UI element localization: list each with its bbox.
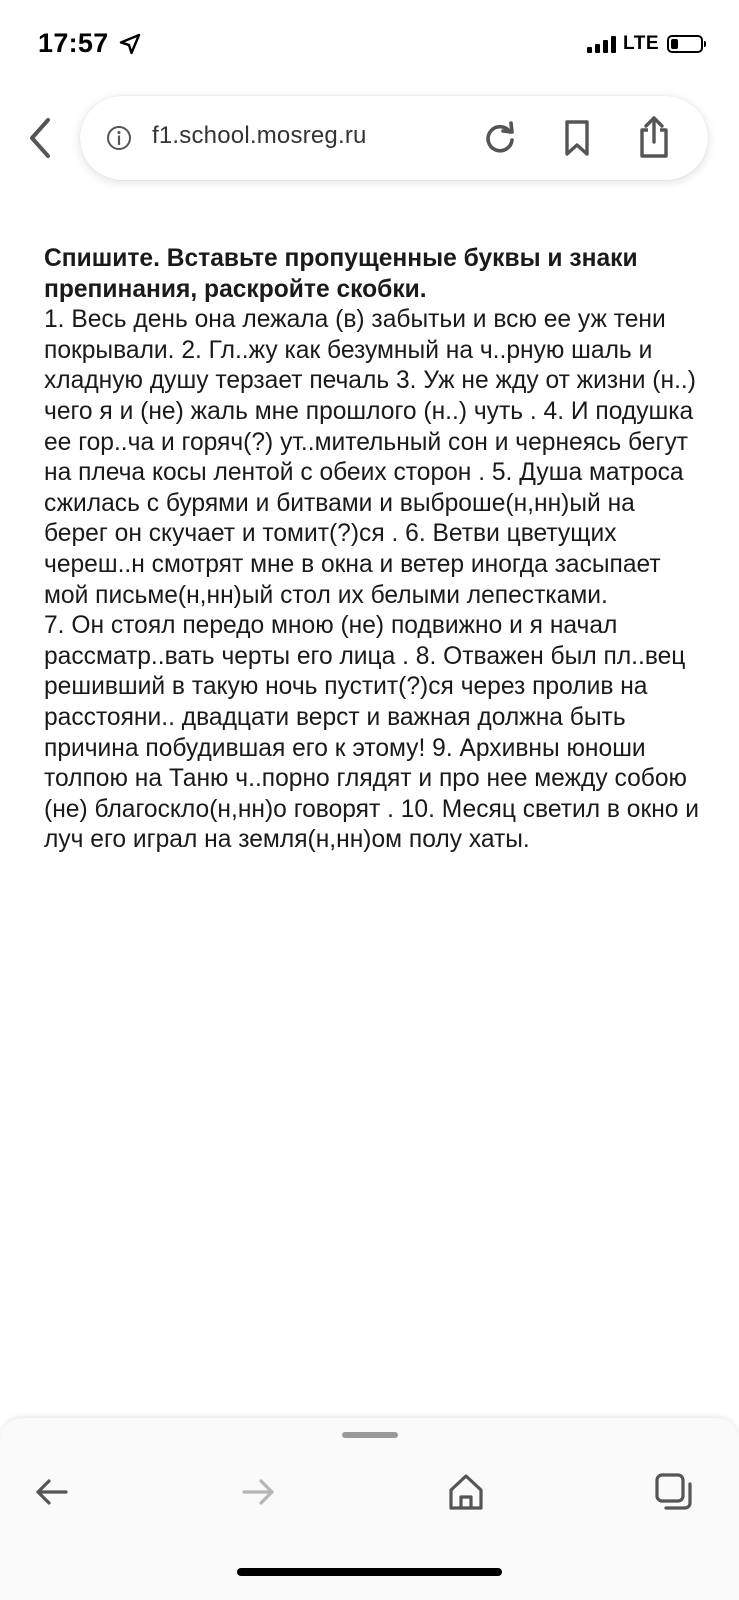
tabs-icon[interactable] [652, 1470, 696, 1514]
drag-handle[interactable] [342, 1432, 398, 1438]
share-icon[interactable] [636, 114, 672, 160]
info-icon[interactable] [106, 125, 132, 151]
network-label: LTE [623, 33, 659, 54]
status-bar [0, 0, 739, 92]
task-paragraph: 1. Весь день она лежала (в) забытьи и всю ее уж тени покрывали. 2. Гл..жу как безумный на ч..рную шаль и хладную душу терзает печаль 3. Уж не жду от жизни (н..) чего я и (не) жаль мне прошлого (н..) чуть . 4. И подушка ее гор..ча и горяч(?) ут..мительный сон и чернеясь бегут на плеча косы лентой с обеих сторон . 5. Душа матроса сжилась с бурями и битвами и выброше(н,нн)ый на берег он скучает и томит(?)ся . 6. Ветви цветущих череш..н смотрят мне в окна и ветер иногда засыпает мой письме(н,нн)ый стол их белыми лепестками. [44, 306, 696, 609]
url-text[interactable]: f1.school.mosreg.ru [152, 122, 367, 149]
location-arrow-icon [118, 32, 142, 56]
back-chevron-icon[interactable] [22, 114, 58, 162]
reload-icon[interactable] [482, 118, 518, 158]
status-time: 17:57 [38, 28, 109, 58]
bookmark-icon[interactable] [560, 118, 594, 158]
task-paragraph: 7. Он стоял передо мною (не) подвижно и я начал рассматр..вать черты его лица . 8. Отважен был пл..вец решивший в такую ночь пустит(?)ся через пролив на расстояни.. двадцати верст и важная должна быть причина побудившая его к этому! 9. Архивны юноши толпою на Таню ч..порно глядят и про нее между собою (не) благоскло(н,нн)о говорят . 10. Месяц светил в окно и луч его играл на земля(н,нн)ом полу хаты. [44, 612, 700, 854]
home-indicator [237, 1568, 502, 1576]
status-indicators [587, 33, 703, 55]
battery-icon [667, 35, 703, 53]
back-arrow-icon[interactable] [30, 1470, 74, 1514]
task-content [44, 244, 704, 856]
signal-icon [587, 35, 616, 53]
address-bar[interactable] [80, 96, 708, 180]
home-icon[interactable] [444, 1470, 488, 1514]
task-title: Спишите. Вставьте пропущенные буквы и знаки препинания, раскройте скобки. [44, 245, 638, 303]
task-body [44, 305, 704, 856]
forward-arrow-icon[interactable] [236, 1470, 280, 1514]
